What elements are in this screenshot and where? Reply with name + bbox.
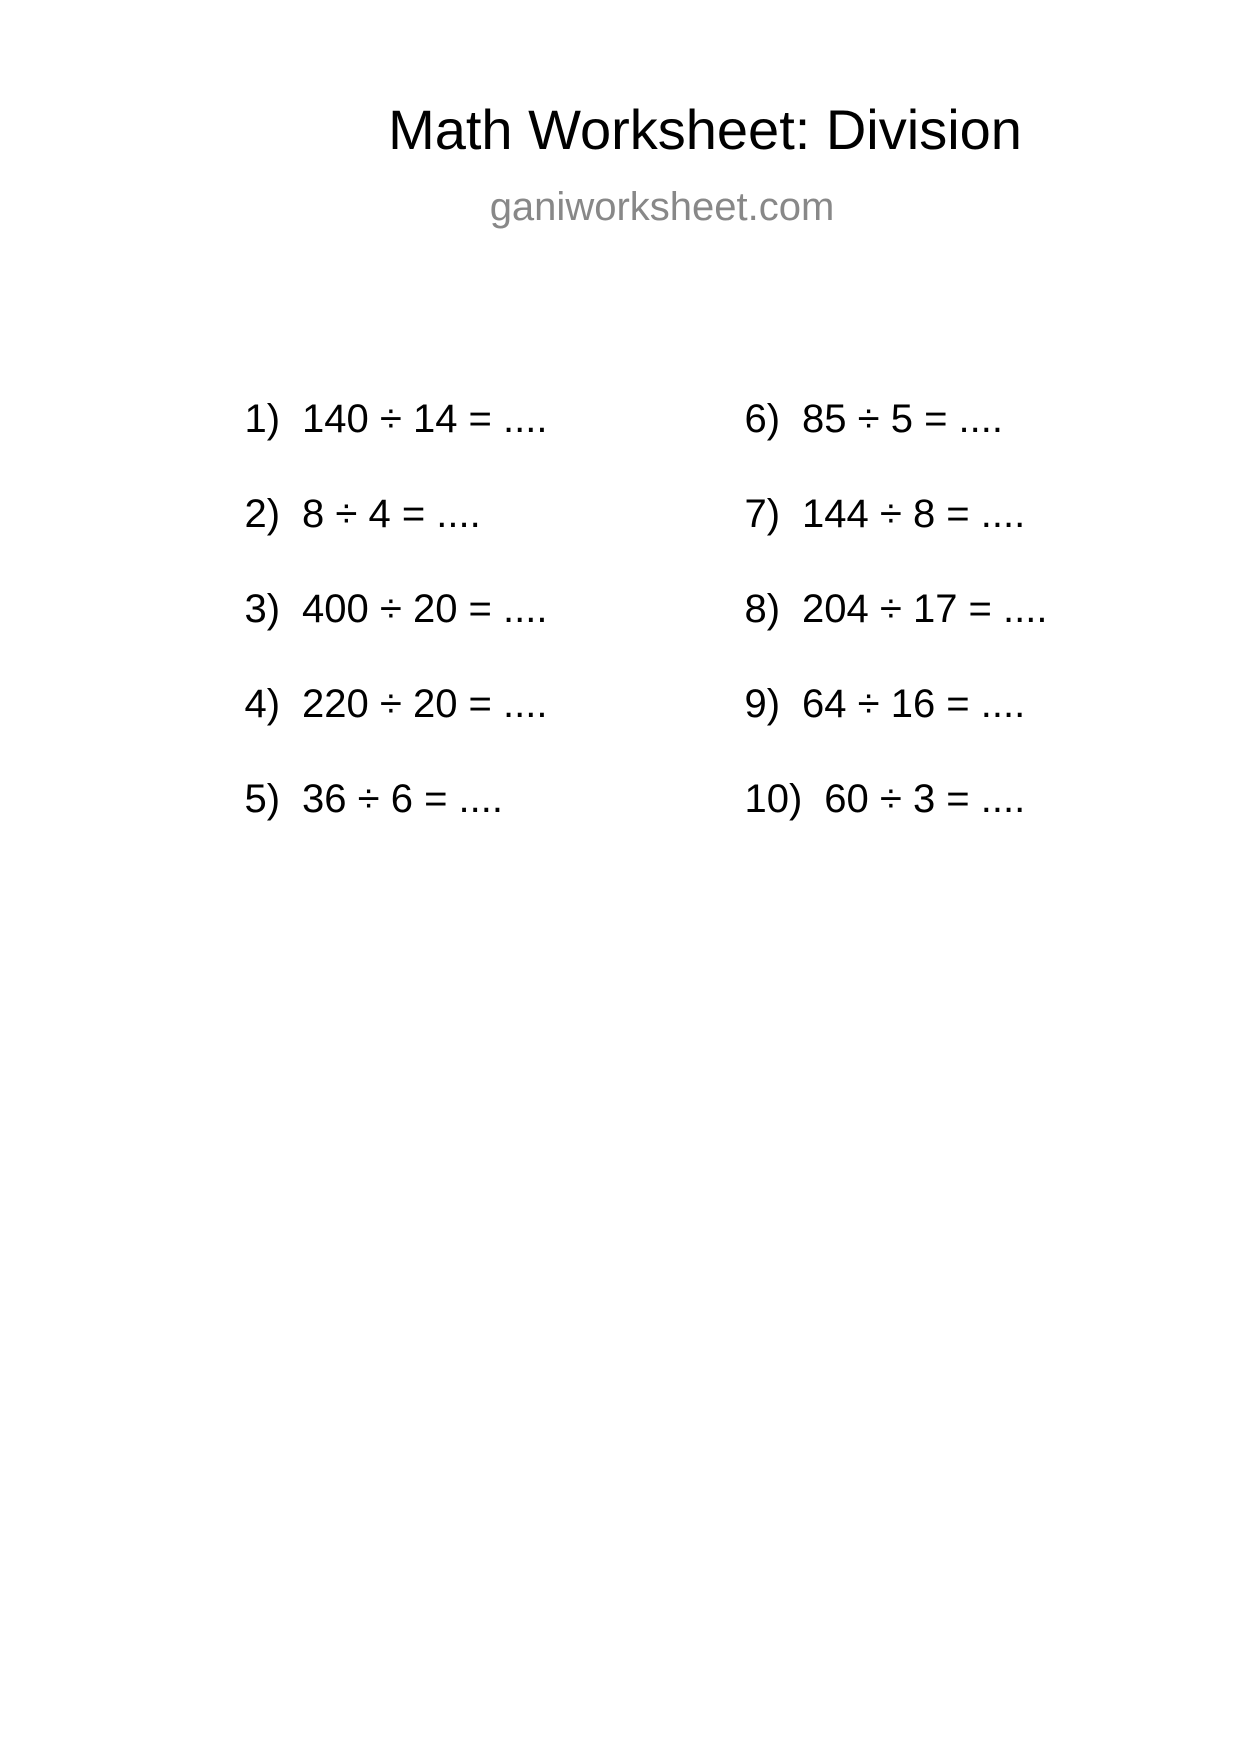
problem-item	[200, 730, 547, 825]
problem-expression: 220 ÷ 20 = ....	[302, 682, 548, 726]
problem-item	[200, 350, 547, 445]
problem-item	[200, 445, 547, 540]
problem-number: 10)	[744, 777, 803, 821]
problem-number: 3)	[244, 587, 281, 631]
problem-column-left	[200, 350, 547, 825]
problem-number: 1)	[244, 397, 281, 441]
problem-number: 5)	[244, 777, 281, 821]
problem-expression: 204 ÷ 17 = ....	[802, 587, 1048, 631]
problem-expression: 140 ÷ 14 = ....	[302, 397, 548, 441]
problem-expression: 400 ÷ 20 = ....	[302, 587, 548, 631]
problem-number: 9)	[744, 682, 781, 726]
problem-item	[700, 730, 1047, 825]
problem-expression: 144 ÷ 8 = ....	[802, 492, 1026, 536]
problem-expression: 36 ÷ 6 = ....	[302, 777, 503, 821]
problem-number: 6)	[744, 397, 781, 441]
problem-item	[200, 540, 547, 635]
problem-item	[700, 540, 1047, 635]
worksheet-title: Math Worksheet: Division	[388, 98, 1022, 161]
problem-item	[200, 635, 547, 730]
problem-number: 8)	[744, 587, 781, 631]
problem-number: 2)	[244, 492, 281, 536]
problem-expression: 8 ÷ 4 = ....	[302, 492, 481, 536]
problem-expression: 85 ÷ 5 = ....	[802, 397, 1003, 441]
problem-number: 7)	[744, 492, 781, 536]
problem-item	[700, 635, 1047, 730]
problem-expression: 64 ÷ 16 = ....	[802, 682, 1026, 726]
problem-number: 4)	[244, 682, 281, 726]
problem-item	[700, 350, 1047, 445]
problem-column-right	[700, 350, 1047, 825]
problem-expression: 60 ÷ 3 = ....	[824, 777, 1026, 821]
problem-item	[700, 445, 1047, 540]
worksheet-source-url: ganiworksheet.com	[489, 185, 835, 229]
